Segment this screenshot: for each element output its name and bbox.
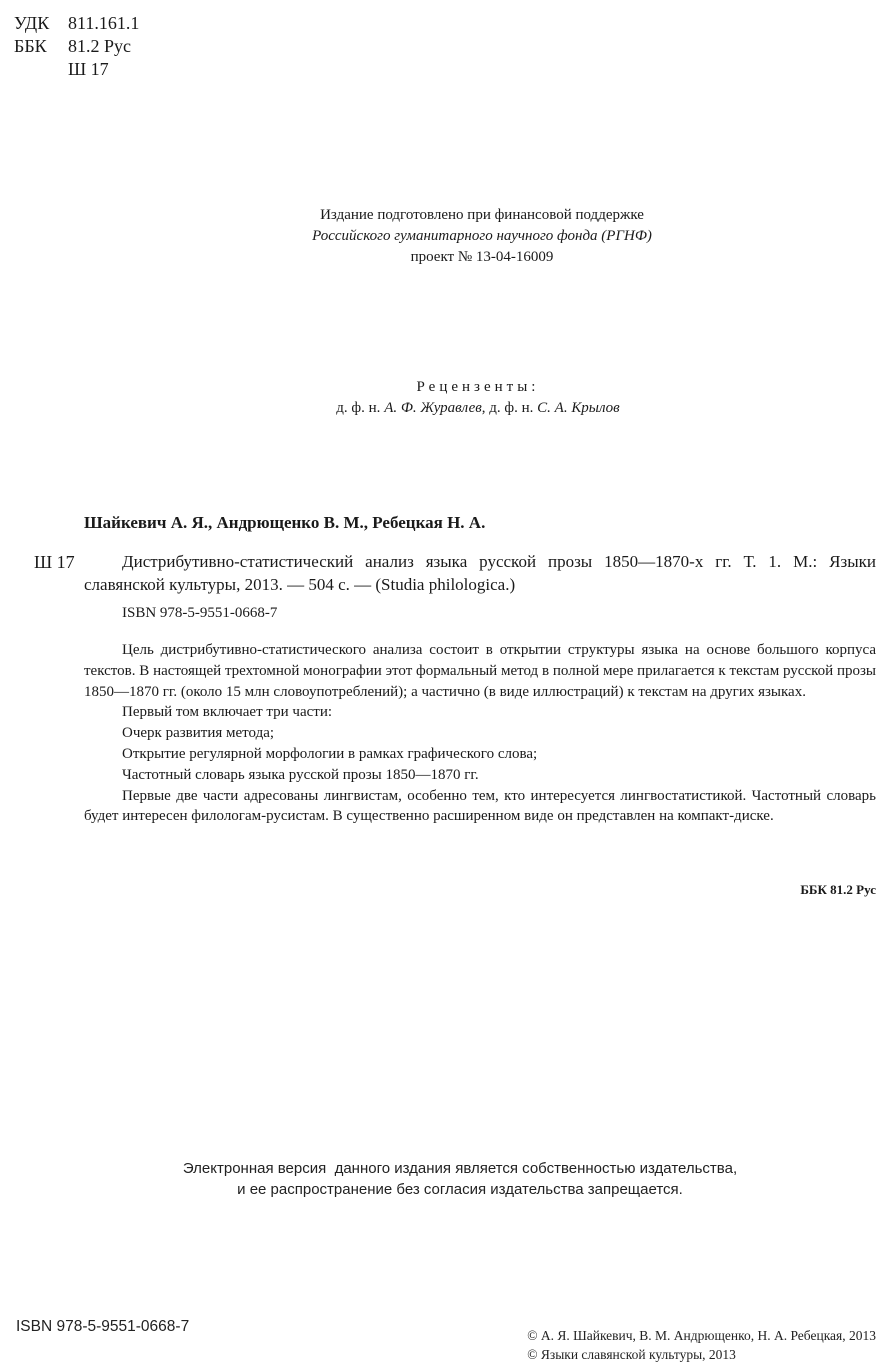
funding-line-1: Издание подготовлено при финансовой поддержке [320, 207, 644, 223]
reviewer-1-name: А. Ф. Журавлев [384, 400, 482, 416]
abstract [84, 640, 876, 827]
reviewers-block [0, 377, 892, 419]
abstract-paragraph-4: Открытие регулярной морфологии в рамках графического слова; [122, 745, 538, 762]
reviewer-2-name: С. А. Крылов [537, 400, 620, 416]
abstract-paragraph-1: Цель дистрибутивно-статистического анализа состоит в открытии структуры языка на основе большого корпуса текстов. В настоящей трехтомной монографии этот формальный метод в полной мере прилагается к текстам русской прозы 1850—1870 гг. (около 15 млн словоупотреблений); а частично (в виде иллюстраций) к текстам на других языках. [84, 642, 876, 700]
funding-line-3: проект № 13-04-16009 [410, 249, 554, 265]
author-mark-label [14, 58, 68, 81]
reviewers-list [0, 398, 892, 419]
funding-line-2: Российского гуманитарного научного фонда (РГНФ) [312, 228, 652, 244]
authors-heading: Шайкевич А. Я., Андрющенко В. М., Ребецкая Н. А. [84, 513, 486, 532]
bbk-label: ББК [14, 36, 47, 56]
isbn-bottom: ISBN 978-5-9551-0668-7 [16, 1318, 190, 1335]
copyright-block [527, 1326, 876, 1364]
bbk-row [14, 35, 139, 58]
abstract-paragraph-2: Первый том включает три части: [122, 704, 333, 721]
author-mark-value: Ш 17 [68, 59, 109, 79]
abstract-paragraph-3: Очерк развития метода; [122, 725, 275, 742]
bibliographic-text: Дистрибутивно-статистический анализ языка русской прозы 1850—1870-х гг. Т. 1. М.: Языки славянской культуры, 2013. — 504 с. — (Studia philologica.) [84, 552, 876, 594]
funding-note [0, 205, 892, 268]
bbk-value: 81.2 Рус [68, 36, 131, 56]
abstract-paragraph-5: Частотный словарь языка русской прозы 1850—1870 гг. [122, 766, 479, 783]
copyright-notice [0, 1158, 892, 1200]
isbn-line: ISBN 978-5-9551-0668-7 [122, 605, 278, 621]
bibliographic-description [84, 550, 876, 596]
reviewer-1-degree: д. ф. н. [336, 400, 381, 416]
notice-line-1: Электронная версия данного издания является собственностью издательства, [182, 1160, 738, 1177]
udk-label: УДК [14, 13, 50, 33]
copyright-line-1: © А. Я. Шайкевич, В. М. Андрющенко, Н. А. Ребецкая, 2013 [527, 1328, 876, 1343]
copyright-line-2: © Языки славянской культуры, 2013 [527, 1347, 736, 1362]
catalog-mark: Ш 17 [34, 552, 75, 572]
udk-row [14, 12, 139, 35]
classification-codes [14, 12, 139, 81]
bbk-classification-right: ББК 81.2 Рус [800, 882, 876, 897]
udk-value: 811.161.1 [68, 13, 140, 33]
reviewers-heading: Рецензенты: [416, 379, 540, 395]
notice-line-2: и ее распространение без согласия издательства запрещается. [237, 1181, 683, 1198]
author-mark-row [14, 58, 139, 81]
reviewer-2-degree: , д. ф. н. [481, 400, 534, 416]
abstract-paragraph-6: Первые две части адресованы лингвистам, особенно тем, кто интересуется лингвостатистикой. Частотный словарь будет интересен филологам-русистам. В существенно расширенном виде он представлен на компакт-диске. [84, 787, 876, 825]
